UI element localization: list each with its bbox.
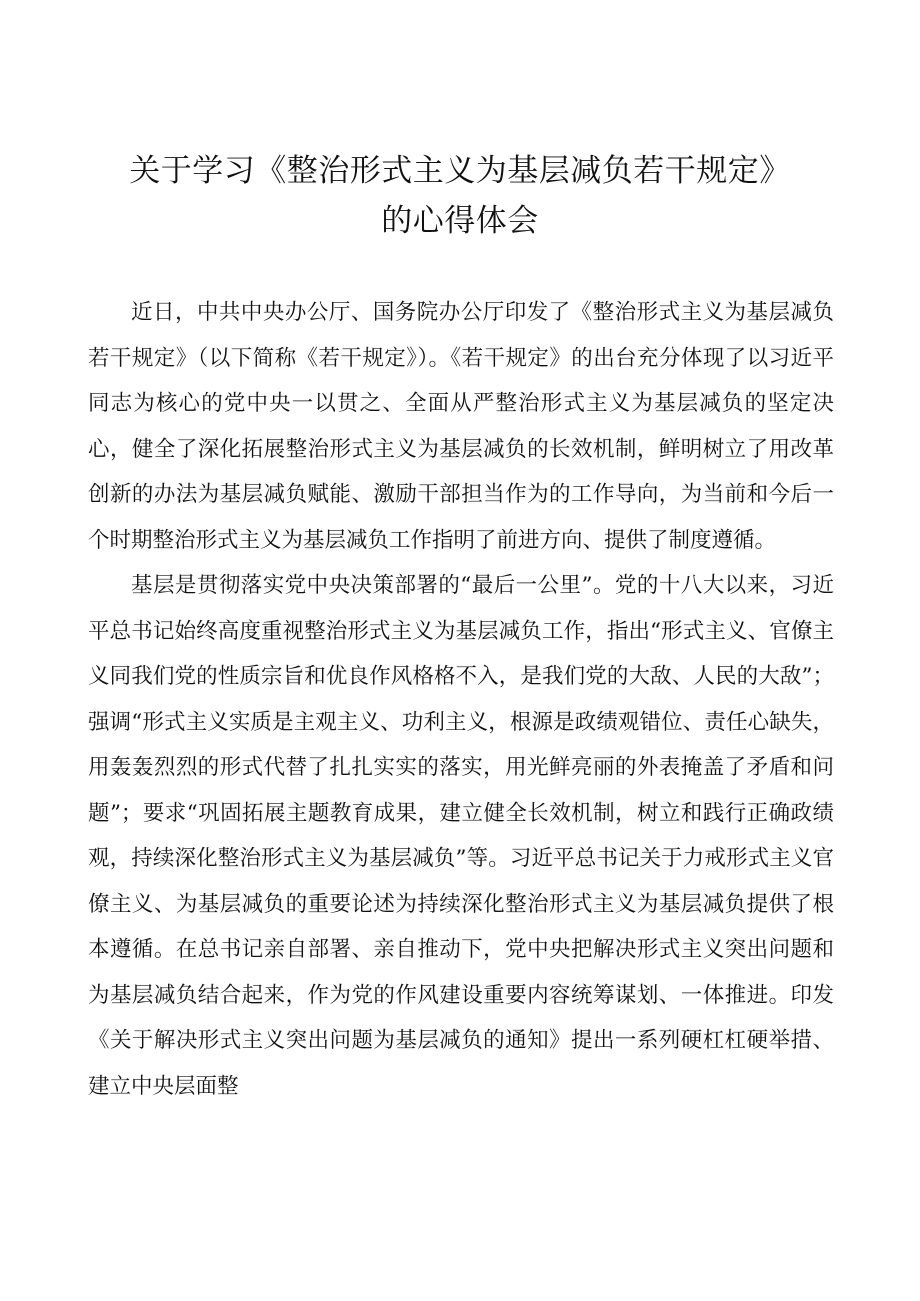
paragraph-1: 近日，中共中央办公厅、国务院办公厅印发了《整治形式主义为基层减负若干规定》（以下简称《若干规定》）。《若干规定》的出台充分体现了以习近平同志为核心的党中央一以贯之、全面从严整治形式主义为基层减负的坚定决心，健全了深化拓展整治形式主义为基层减负的长效机制，鲜明树立了用改革创新的办法为基层减负赋能、激励干部担当作为的工作导向，为当前和今后一个时期整治形式主义为基层减负工作指明了前进方向、提供了制度遵循。 bbox=[88, 300, 834, 553]
title-line-1: 关于学习《整治形式主义为基层减负若干规定》 bbox=[129, 153, 791, 189]
document-title bbox=[80, 146, 840, 246]
title-line-2: 的心得体会 bbox=[381, 203, 539, 239]
paragraph-2: 基层是贯彻落实党中央决策部署的“最后一公里”。党的十八大以来，习近平总书记始终高度重视整治形式主义为基层减负工作，指出“形式主义、官僚主义同我们党的性质宗旨和优良作风格格不入，是我们党的大敌、人民的大敌”；强调“形式主义实质是主观主义、功利主义，根源是政绩观错位、责任心缺失，用轰轰烈烈的形式代替了扎扎实实的落实，用光鲜亮丽的外表掩盖了矛盾和问题”；要求“巩固拓展主题教育成果，建立健全长效机制，树立和践行正确政绩观，持续深化整治形式主义为基层减负”等。习近平总书记关于力戒形式主义官僚主义、为基层减负的重要论述为持续深化整治形式主义为基层减负提供了根本遵循。在总书记亲自部署、亲自推动下，党中央把解决形式主义突出问题和为基层减负结合起来，作为党的作风建设重要内容统筹谋划、一体推进。印发《关于解决形式主义突出问题为基层减负的通知》提出一系列硬杠杠硬举措、建立中央层面整 bbox=[88, 573, 834, 1099]
document-body bbox=[88, 290, 834, 1109]
